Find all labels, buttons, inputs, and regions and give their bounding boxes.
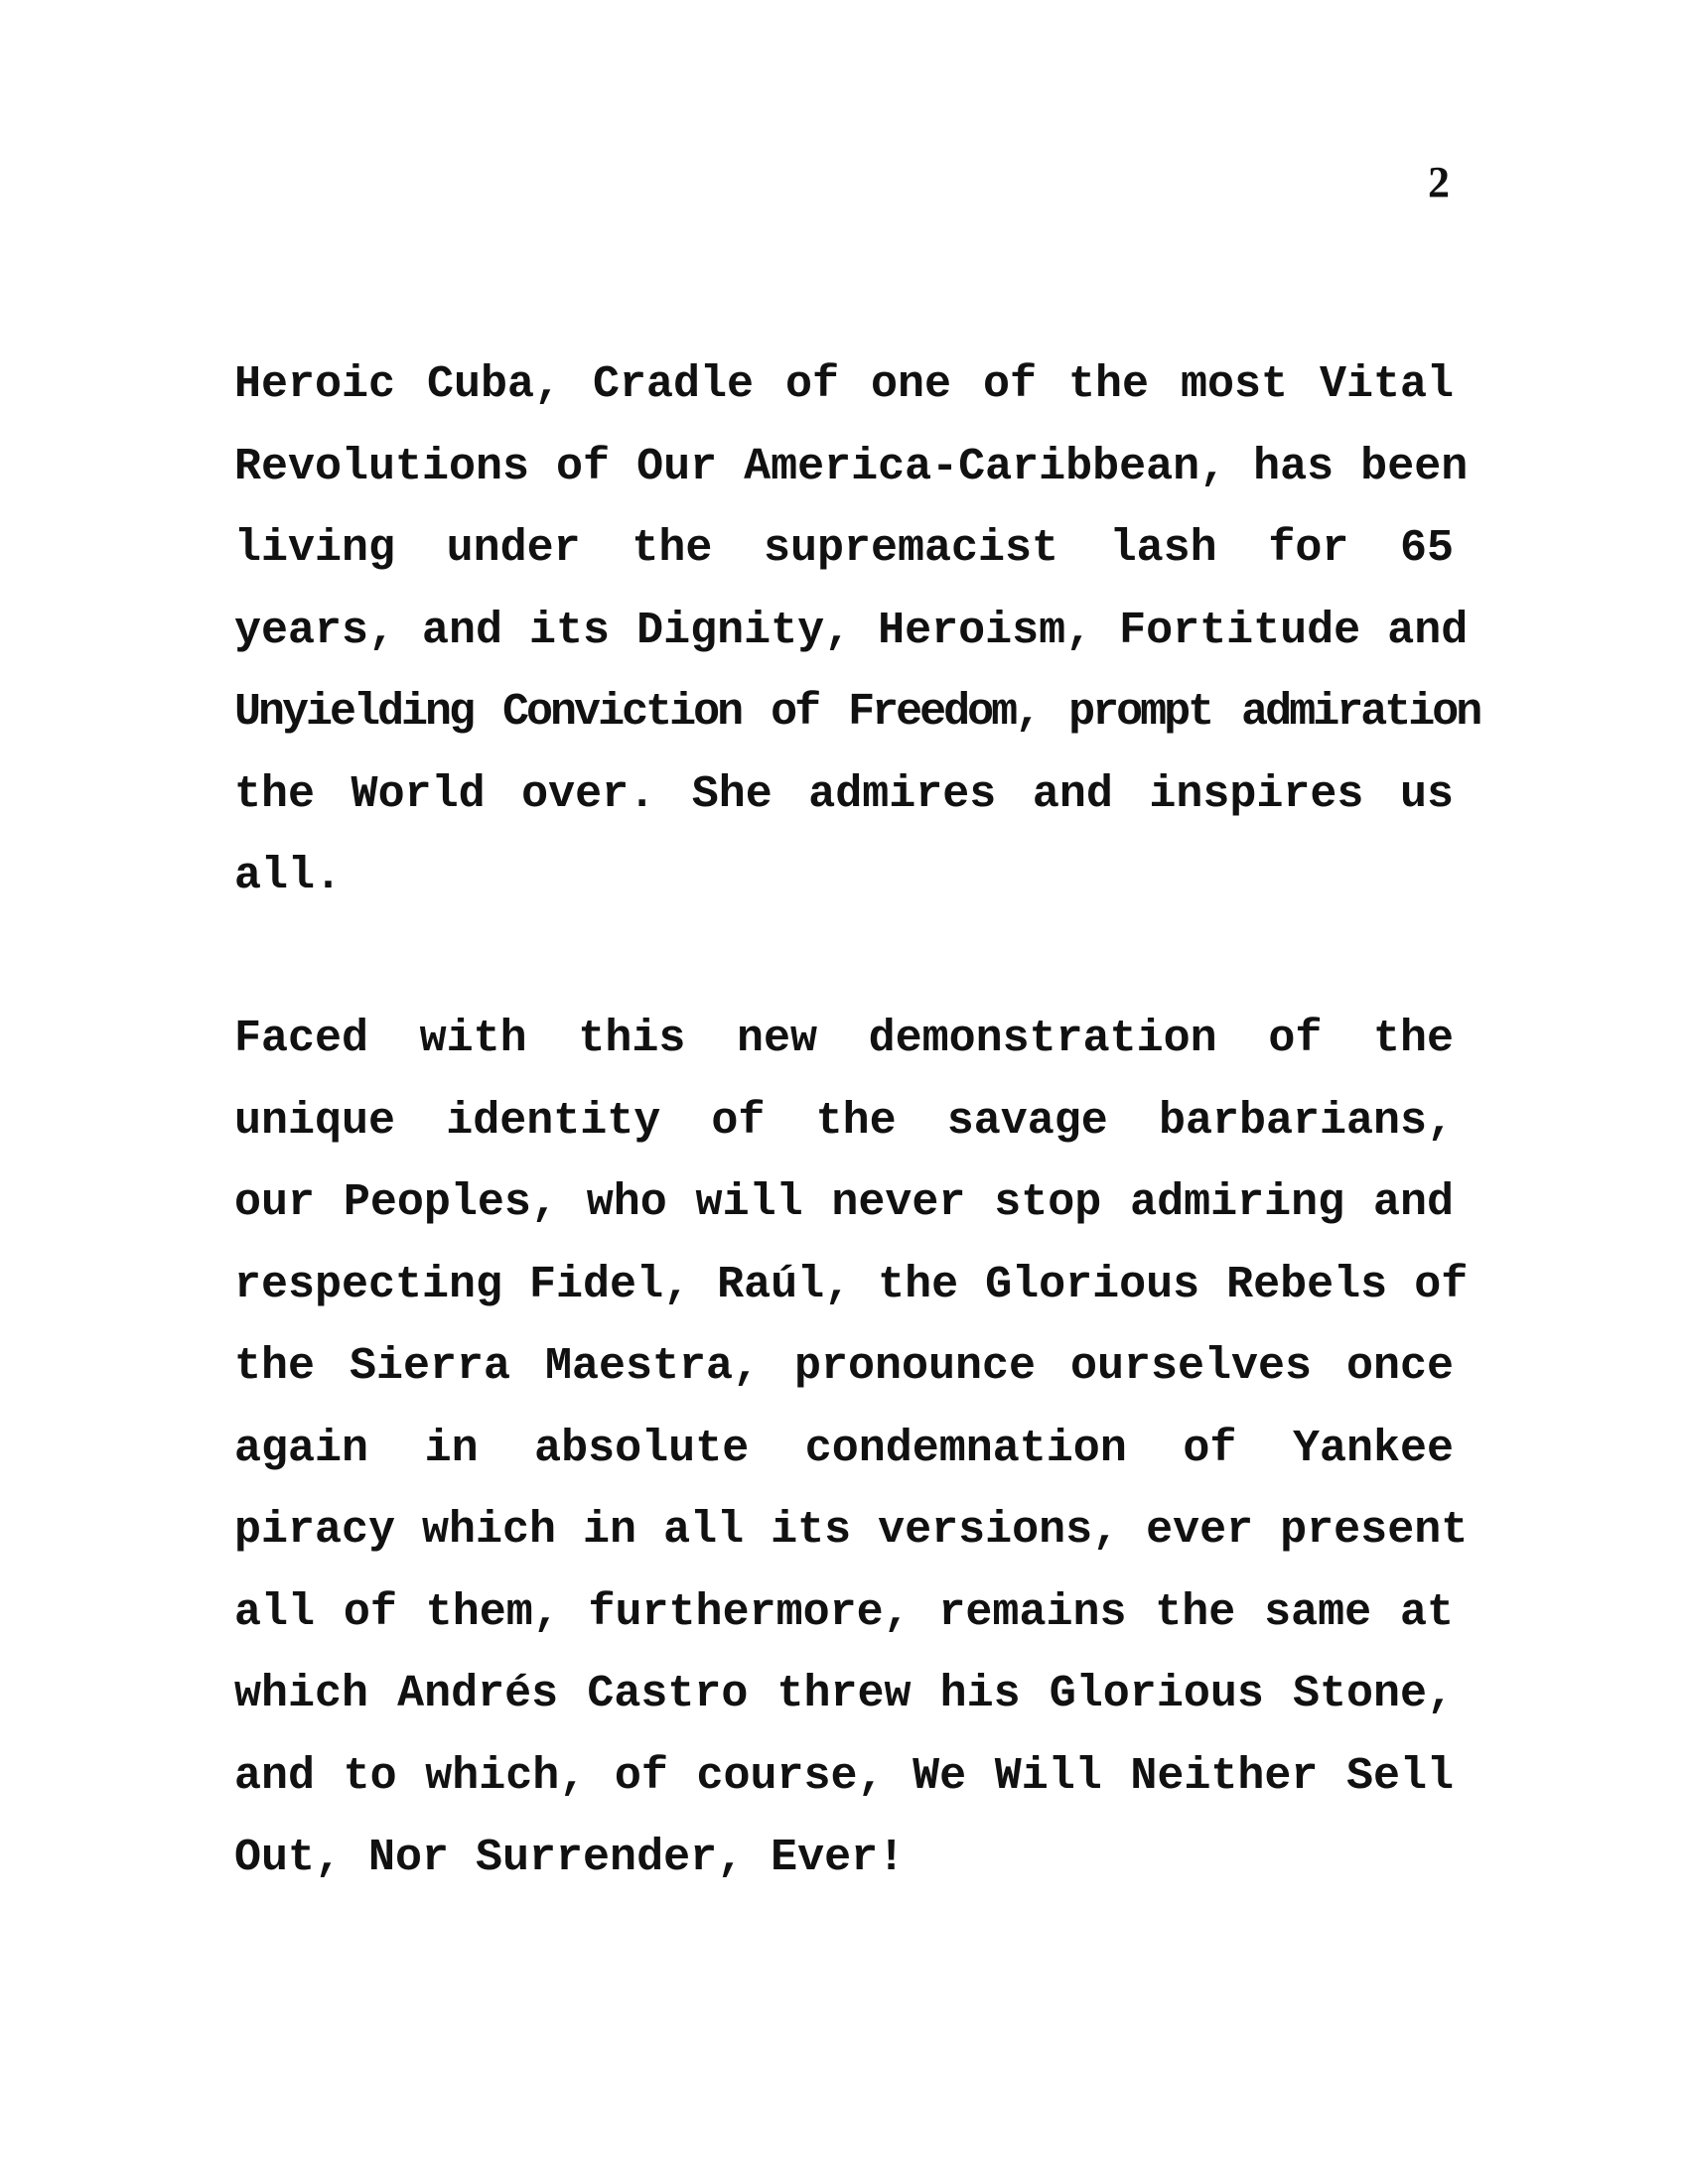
- paragraph-line: Revolutions of Our America-Caribbean, has been: [234, 441, 1469, 492]
- paragraph-line: Unyielding Conviction of Freedom, prompt admiration: [234, 687, 1480, 738]
- paragraph-line: again in absolute condemnation of Yankee: [234, 1423, 1454, 1474]
- paragraph-line: Out, Nor Surrender, Ever!: [234, 1833, 906, 1883]
- paragraph-line: our Peoples, who will never stop admiring and: [234, 1177, 1454, 1228]
- paragraph-line: respecting Fidel, Raúl, the Glorious Rebels of: [234, 1259, 1469, 1310]
- paragraph-2: [234, 999, 1469, 1900]
- paragraph-line: all of them, furthermore, remains the same at: [234, 1586, 1454, 1638]
- paragraph-line: and to which, of course, We Will Neither Sell: [234, 1750, 1454, 1802]
- paragraph-1: [234, 344, 1480, 918]
- paragraph-line: all.: [234, 851, 343, 901]
- paragraph-line: the Sierra Maestra, pronounce ourselves once: [234, 1341, 1454, 1392]
- page-number: 2: [1428, 158, 1450, 206]
- paragraph-line: which Andrés Castro threw his Glorious Stone,: [234, 1669, 1454, 1719]
- paragraph-line: living under the supremacist lash for 65: [234, 523, 1454, 574]
- paragraph-line: Heroic Cuba, Cradle of one of the most Vital: [234, 359, 1454, 410]
- paragraph-line: Faced with this new demonstration of the: [234, 1014, 1454, 1064]
- paragraph-line: unique identity of the savage barbarians,: [234, 1095, 1454, 1147]
- paragraph-line: years, and its Dignity, Heroism, Fortitude and: [234, 605, 1469, 656]
- paragraph-line: the World over. She admires and inspires us: [234, 768, 1454, 820]
- paragraph-line: piracy which in all its versions, ever present: [234, 1505, 1469, 1556]
